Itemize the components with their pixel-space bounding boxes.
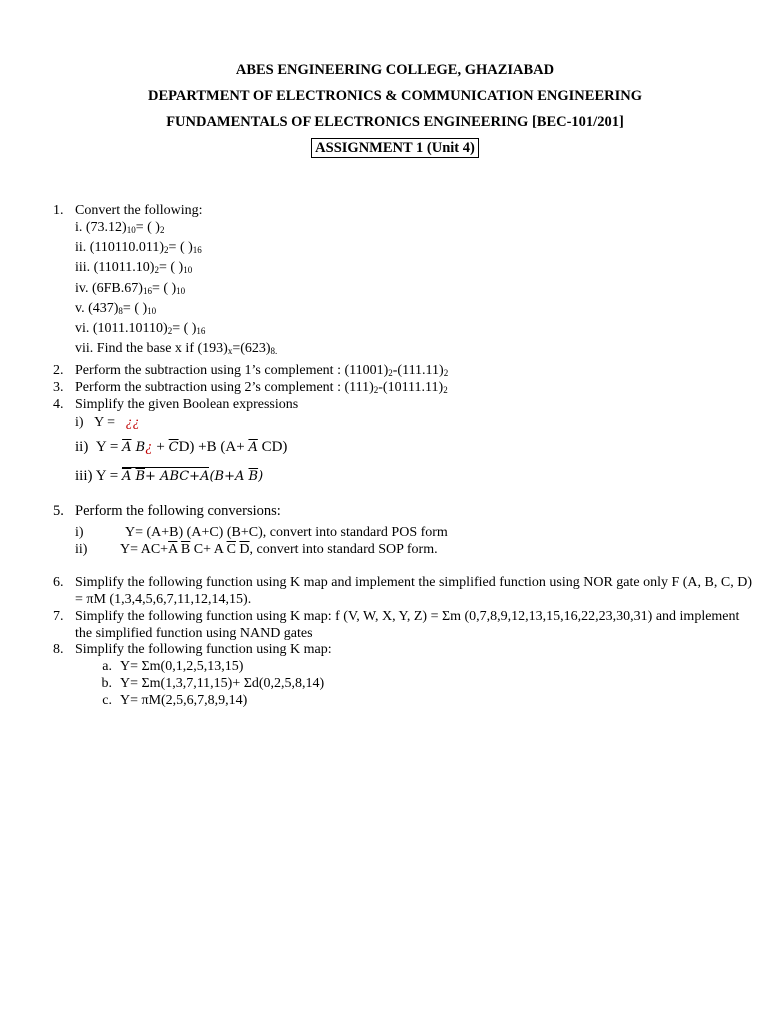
boolean-expression-iii: iii) $Y = \overline{A}$ $\overline{B}+ ABC+A(B+A$ $\overline{B}$): [75, 468, 264, 484]
question-8: [53, 641, 758, 709]
question-number: 6.: [53, 575, 64, 590]
conversion-item: v. $(437)_8=$ ( )$_{10}$: [75, 300, 157, 316]
question-1: [53, 202, 758, 360]
conversion-item: i. $(73.12)_{10}=$ ( )$_2$: [75, 220, 165, 235]
conversion-item: vii. Find the base x if $(193)_x=(623)_{8.}$: [75, 341, 278, 357]
kmap-function: b. Y= Σm(1,3,7,11,15)+ Σd(0,2,5,8,14): [101, 676, 325, 691]
question-number: 8.: [53, 642, 64, 657]
question-4: [53, 396, 758, 489]
question-number: 4.: [53, 397, 64, 412]
boolean-expression-i: i) Y = ¿¿: [75, 415, 140, 430]
conversion-item: vi. $(1011.10110)_2=$ ( )$_{16}$: [75, 321, 206, 337]
conversion-task: ii) $Y= AC+\overline{A}$ $\overline{B}$ C+ A $\overline{C}$ $\overline{D}$, convert into standard SOP form.: [75, 542, 438, 557]
question-text: Simplify the following function using K map:: [75, 642, 332, 657]
question-number: 5.: [53, 503, 64, 519]
question-text: Simplify the following function using K map: f (V, W, X, Y, Z) = Σm (0,7,8,9,12,13,15,16,22,23,30,31) and implement the simplified function using NAND gates: [75, 609, 740, 641]
college-name: ABES ENGINEERING COLLEGE, GHAZIABAD: [235, 62, 555, 78]
question-text: Simplify the following function using K map and implement the simplified function using NOR gate only F (A, B, C, D) = πM (1,3,4,5,6,7,11,12,14,15).: [75, 575, 752, 607]
assignment-title-text: ASSIGNMENT 1 (Unit 4): [311, 138, 479, 158]
boolean-expression-ii: ii) $Y = \overline{A}$ B¿ + $\overline{C}D) +B$ ($A+ \overline{A}$ CD): [75, 439, 288, 455]
question-text: Perform the following conversions:: [75, 503, 281, 519]
department-name: DEPARTMENT OF ELECTRONICS & COMMUNICATION ENGINEERING: [147, 88, 642, 104]
course-title: FUNDAMENTALS OF ELECTRONICS ENGINEERING [BEC-101/201]: [166, 114, 624, 130]
conversion-task: i) Y= (A+B) (A+C) (B+C), convert into standard POS form: [75, 525, 448, 540]
question-text: Simplify the given Boolean expressions: [75, 397, 299, 412]
conversion-item: iii. $(11011.10)_2=$ ( )$_{10}$: [75, 260, 193, 276]
question-7: [53, 608, 758, 642]
assignment-title: [0, 140, 768, 157]
conversion-item: ii. $(110110.011)_2=$ ( )$_{16}$: [75, 240, 202, 256]
conversion-item: iv. $(6FB.67)_{16}=$ ( )$_{10}$: [75, 280, 186, 296]
question-number: 7.: [53, 609, 64, 624]
question-5: [53, 503, 758, 558]
question-number: 3.: [53, 380, 64, 395]
question-text: Perform the subtraction using 1’s complement : $(11001)_2-(111.11)_2$: [75, 363, 449, 378]
kmap-function: c. Y= πM(2,5,6,7,8,9,14): [102, 693, 248, 708]
kmap-function: a. Y= Σm(0,1,2,5,13,15): [102, 659, 244, 674]
question-6: [53, 574, 758, 608]
question-number: 1.: [53, 203, 64, 218]
question-text: Convert the following:: [75, 203, 203, 218]
question-text: Perform the subtraction using 2’s complement : $(111)_2-(10111.11)_2$: [75, 380, 448, 395]
question-number: 2.: [53, 363, 64, 378]
